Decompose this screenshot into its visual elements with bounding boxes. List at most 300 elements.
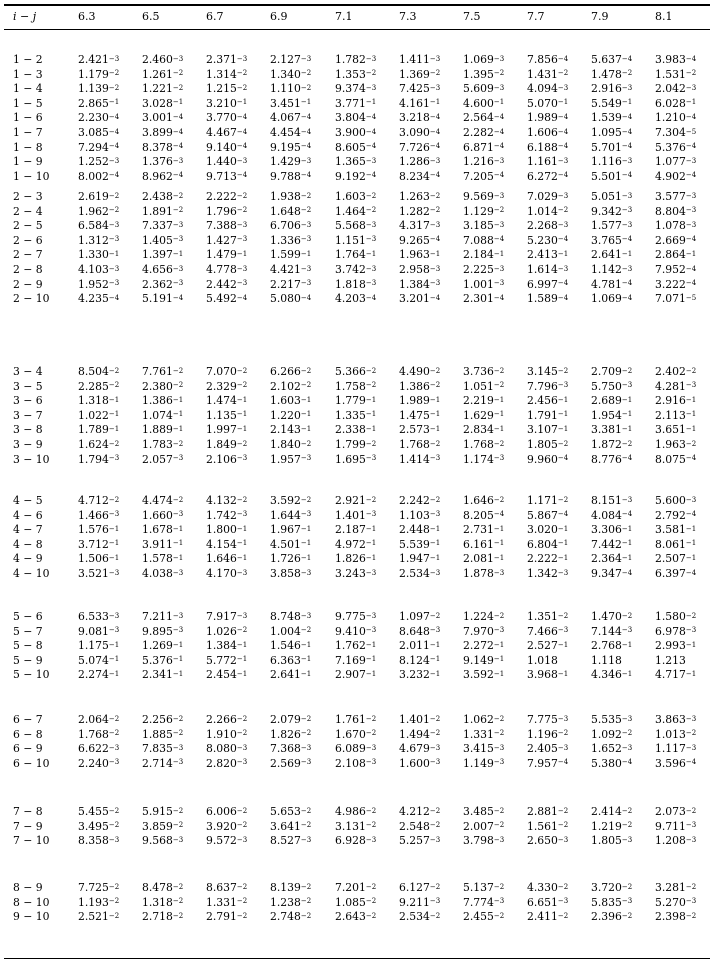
table-cell: $1.652^{-3}$ [591, 742, 633, 756]
table-cell: $3.415^{-3}$ [463, 742, 505, 756]
table-cell: $9.192^{-4}$ [335, 169, 377, 183]
table-cell: $1.365^{-3}$ [335, 155, 377, 169]
table-cell: $1.161^{-3}$ [527, 155, 569, 169]
row-label: 5 − 9 [13, 653, 43, 667]
row-label: 2 − 5 [13, 219, 43, 233]
table-cell: $1.286^{-3}$ [399, 155, 441, 169]
table-cell: $2.102^{-2}$ [270, 379, 312, 393]
row-label: 1 − 2 [13, 53, 43, 66]
table-cell: $1.648^{-2}$ [270, 204, 312, 218]
table-cell: $7.304^{-5}$ [655, 126, 697, 139]
table-cell: $3.804^{-4}$ [335, 111, 377, 125]
table-cell: $3.581^{-1}$ [655, 523, 697, 537]
table-cell: $1.401^{-2}$ [399, 713, 441, 726]
table-cell: $2.285^{-2}$ [78, 379, 120, 393]
table-cell: $2.916^{-3}$ [591, 82, 633, 96]
table-cell: $1.097^{-2}$ [399, 610, 441, 623]
table-cell: $1.577^{-3}$ [591, 219, 633, 233]
table-cell: $2.456^{-1}$ [527, 394, 569, 408]
table-cell: $1.335^{-1}$ [335, 408, 377, 422]
table-cell: $1.670^{-2}$ [335, 727, 377, 741]
table-cell: $3.131^{-2}$ [335, 819, 377, 833]
table-cell: $1.800^{-1}$ [206, 523, 248, 537]
table-cell: $1.238^{-2}$ [270, 895, 312, 909]
table-cell: $5.191^{-4}$ [142, 292, 184, 306]
table-cell: $6.272^{-4}$ [527, 169, 569, 183]
table-cell: $5.230^{-4}$ [527, 233, 569, 247]
row-label: 8 − 9 [13, 881, 43, 894]
table-cell: $8.139^{-2}$ [270, 881, 312, 894]
table-cell: $1.117^{-3}$ [655, 742, 697, 756]
table-cell: $2.256^{-2}$ [142, 713, 184, 726]
table-cell: $2.127^{-3}$ [270, 53, 312, 66]
table-cell: $2.714^{-3}$ [142, 756, 184, 770]
table-cell: $7.726^{-4}$ [399, 140, 441, 154]
table-cell: $1.475^{-1}$ [399, 408, 441, 422]
table-cell: $3.900^{-4}$ [335, 126, 377, 139]
table-cell: $3.983^{-4}$ [655, 53, 697, 66]
table-cell: $5.609^{-3}$ [463, 82, 505, 96]
table-cell: $1.092^{-2}$ [591, 727, 633, 741]
table-cell: $5.701^{-4}$ [591, 140, 633, 154]
table-cell: $5.366^{-2}$ [335, 365, 377, 378]
table-cell: $1.261^{-2}$ [142, 67, 184, 81]
table-cell: $4.501^{-1}$ [270, 537, 312, 551]
table-cell: $9.140^{-4}$ [206, 140, 248, 154]
table-cell: $3.222^{-4}$ [655, 277, 697, 291]
table-cell: $2.108^{-3}$ [335, 756, 377, 770]
table-cell: $1.414^{-3}$ [399, 452, 441, 466]
table-cell: $2.731^{-1}$ [463, 523, 505, 537]
table-cell: $1.962^{-2}$ [78, 204, 120, 218]
table-cell: $1.764^{-1}$ [335, 248, 377, 262]
table-cell: $1.989^{-1}$ [399, 394, 441, 408]
table-cell: $4.132^{-2}$ [206, 494, 248, 507]
table-cell: $4.474^{-2}$ [142, 494, 184, 507]
row-label: 9 − 10 [13, 910, 50, 923]
table-cell: $5.074^{-1}$ [78, 653, 120, 667]
table-cell: $1.464^{-2}$ [335, 204, 377, 218]
table-cell: $8.075^{-4}$ [655, 452, 697, 466]
header-temperature: 7.5 [463, 10, 481, 23]
table-cell: $2.573^{-1}$ [399, 423, 441, 437]
table-cell: $7.917^{-3}$ [206, 610, 248, 623]
table-cell: $1.479^{-1}$ [206, 248, 248, 262]
row-label: 6 − 9 [13, 742, 43, 756]
table-cell: $2.396^{-2}$ [591, 910, 633, 923]
table-cell: $4.154^{-1}$ [206, 537, 248, 551]
table-cell: $1.051^{-2}$ [463, 379, 505, 393]
row-label: 5 − 6 [13, 610, 43, 623]
table-cell: $2.718^{-2}$ [142, 910, 184, 923]
table-cell: $1.910^{-2}$ [206, 727, 248, 741]
table-cell: $5.653^{-2}$ [270, 805, 312, 818]
table-cell: $6.363^{-1}$ [270, 653, 312, 667]
row-label: 1 − 8 [13, 140, 43, 154]
row-label: 7 − 8 [13, 805, 43, 818]
table-cell: $2.266^{-2}$ [206, 713, 248, 726]
table-cell: 1.118 [591, 653, 622, 667]
table-cell: $1.216^{-3}$ [463, 155, 505, 169]
table-cell: $7.144^{-3}$ [591, 624, 633, 638]
top-rule [4, 4, 710, 6]
table-cell: $8.504^{-2}$ [78, 365, 120, 378]
table-cell: $1.997^{-1}$ [206, 423, 248, 437]
table-cell: $1.963^{-1}$ [399, 248, 441, 262]
table-cell: $1.768^{-2}$ [78, 727, 120, 741]
table-cell: $1.644^{-3}$ [270, 508, 312, 522]
table-cell: $2.219^{-1}$ [463, 394, 505, 408]
table-cell: 1.213 [655, 653, 686, 667]
table-cell: $9.960^{-4}$ [527, 452, 569, 466]
table-cell: $9.410^{-3}$ [335, 624, 377, 638]
table-cell: $4.161^{-1}$ [399, 96, 441, 110]
table-cell: $5.549^{-1}$ [591, 96, 633, 110]
table-cell: $2.042^{-3}$ [655, 82, 697, 96]
table-cell: $1.603^{-2}$ [335, 190, 377, 203]
table-cell: $1.215^{-2}$ [206, 82, 248, 96]
table-cell: $5.915^{-2}$ [142, 805, 184, 818]
table-cell: $2.881^{-2}$ [527, 805, 569, 818]
table-cell: $1.220^{-1}$ [270, 408, 312, 422]
table-cell: $1.578^{-1}$ [142, 552, 184, 566]
table-cell: $3.201^{-4}$ [399, 292, 441, 306]
table-cell: $1.004^{-2}$ [270, 624, 312, 638]
table-cell: $7.774^{-3}$ [463, 895, 505, 909]
table-cell: $7.071^{-5}$ [655, 292, 697, 306]
row-label: 5 − 8 [13, 639, 43, 653]
table-cell: $2.907^{-1}$ [335, 668, 377, 682]
table-cell: $7.425^{-3}$ [399, 82, 441, 96]
table-cell: $6.584^{-3}$ [78, 219, 120, 233]
table-cell: $1.783^{-2}$ [142, 438, 184, 451]
table-cell: $9.713^{-4}$ [206, 169, 248, 183]
table-cell: $1.624^{-2}$ [78, 438, 120, 451]
table-cell: $7.725^{-2}$ [78, 881, 120, 894]
table-cell: $7.211^{-3}$ [142, 610, 184, 623]
table-cell: $1.678^{-1}$ [142, 523, 184, 537]
table-cell: $1.947^{-1}$ [399, 552, 441, 566]
table-cell: $4.346^{-1}$ [591, 668, 633, 682]
table-cell: $5.070^{-1}$ [527, 96, 569, 110]
table-cell: $1.938^{-2}$ [270, 190, 312, 203]
table-cell: $2.619^{-2}$ [78, 190, 120, 203]
table-cell: $6.706^{-3}$ [270, 219, 312, 233]
table-cell: $8.061^{-1}$ [655, 537, 697, 551]
table-cell: $2.820^{-3}$ [206, 756, 248, 770]
table-cell: $2.011^{-1}$ [399, 639, 441, 653]
table-cell: $4.170^{-3}$ [206, 567, 248, 580]
table-cell: $2.106^{-3}$ [206, 452, 248, 466]
table-cell: $1.818^{-3}$ [335, 277, 377, 291]
table-cell: $9.149^{-1}$ [463, 653, 505, 667]
row-label: 5 − 7 [13, 624, 43, 638]
table-cell: $1.967^{-1}$ [270, 523, 312, 537]
row-label: 6 − 8 [13, 727, 43, 741]
table-cell: $6.978^{-3}$ [655, 624, 697, 638]
table-cell: $1.791^{-1}$ [527, 408, 569, 422]
table-cell: $4.235^{-4}$ [78, 292, 120, 306]
table-cell: $8.637^{-2}$ [206, 881, 248, 894]
table-cell: $1.603^{-1}$ [270, 394, 312, 408]
table-cell: $5.376^{-1}$ [142, 653, 184, 667]
table-cell: $2.564^{-4}$ [463, 111, 505, 125]
table-cell: $1.580^{-2}$ [655, 610, 697, 623]
table-cell: $2.916^{-1}$ [655, 394, 697, 408]
table-cell: $2.274^{-1}$ [78, 668, 120, 682]
table-cell: $2.448^{-1}$ [399, 523, 441, 537]
table-cell: $1.376^{-3}$ [142, 155, 184, 169]
table-cell: $5.137^{-2}$ [463, 881, 505, 894]
table-cell: $1.085^{-2}$ [335, 895, 377, 909]
row-label: 1 − 7 [13, 126, 43, 139]
header-rule [4, 29, 710, 30]
table-cell: $1.139^{-2}$ [78, 82, 120, 96]
table-cell: $8.605^{-4}$ [335, 140, 377, 154]
table-cell: $2.064^{-2}$ [78, 713, 120, 726]
table-cell: $9.081^{-3}$ [78, 624, 120, 638]
row-label: 1 − 10 [13, 169, 50, 183]
table-cell: $2.398^{-2}$ [655, 910, 697, 923]
table-cell: $7.205^{-4}$ [463, 169, 505, 183]
table-cell: $2.113^{-1}$ [655, 408, 697, 422]
table-cell: $3.712^{-1}$ [78, 537, 120, 551]
row-label: 7 − 10 [13, 834, 50, 848]
table-cell: $1.318^{-1}$ [78, 394, 120, 408]
table-cell: $3.742^{-3}$ [335, 263, 377, 276]
table-cell: $1.014^{-2}$ [527, 204, 569, 218]
table-cell: $4.317^{-3}$ [399, 219, 441, 233]
table-cell: $8.002^{-4}$ [78, 169, 120, 183]
table-cell: $7.169^{-1}$ [335, 653, 377, 667]
table-cell: $1.614^{-3}$ [527, 263, 569, 276]
table-cell: $1.022^{-1}$ [78, 408, 120, 422]
table-cell: $1.872^{-2}$ [591, 438, 633, 451]
table-cell: $2.455^{-2}$ [463, 910, 505, 923]
table-cell: $2.402^{-2}$ [655, 365, 697, 378]
table-cell: $2.460^{-3}$ [142, 53, 184, 66]
table-cell: $1.539^{-4}$ [591, 111, 633, 125]
table-cell: $2.413^{-1}$ [527, 248, 569, 262]
row-label: 4 − 10 [13, 567, 50, 580]
table-cell: $2.548^{-2}$ [399, 819, 441, 833]
table-cell: $6.161^{-1}$ [463, 537, 505, 551]
table-cell: $1.695^{-3}$ [335, 452, 377, 466]
table-cell: $4.203^{-4}$ [335, 292, 377, 306]
header-temperature: 7.9 [591, 10, 609, 23]
table-cell: $6.651^{-3}$ [527, 895, 569, 909]
row-label: 1 − 9 [13, 155, 43, 169]
table-cell: $1.219^{-2}$ [591, 819, 633, 833]
table-cell: $4.103^{-3}$ [78, 263, 120, 276]
table-cell: $2.272^{-1}$ [463, 639, 505, 653]
table-cell: $5.455^{-2}$ [78, 805, 120, 818]
table-cell: $2.709^{-2}$ [591, 365, 633, 378]
table-cell: $5.492^{-4}$ [206, 292, 248, 306]
table-cell: $2.143^{-1}$ [270, 423, 312, 437]
table-cell: $7.466^{-3}$ [527, 624, 569, 638]
table-cell: $2.079^{-2}$ [270, 713, 312, 726]
table-cell: $6.006^{-2}$ [206, 805, 248, 818]
table-cell: $1.789^{-1}$ [78, 423, 120, 437]
table-cell: $1.989^{-4}$ [527, 111, 569, 125]
table-cell: $5.501^{-4}$ [591, 169, 633, 183]
table-cell: $1.026^{-2}$ [206, 624, 248, 638]
table-cell: $1.826^{-2}$ [270, 727, 312, 741]
table-cell: $1.340^{-2}$ [270, 67, 312, 81]
table-cell: $4.717^{-1}$ [655, 668, 697, 682]
table-cell: $1.600^{-3}$ [399, 756, 441, 770]
table-cell: $8.234^{-4}$ [399, 169, 441, 183]
table-cell: $5.772^{-1}$ [206, 653, 248, 667]
table-cell: $5.376^{-4}$ [655, 140, 697, 154]
table-cell: $4.067^{-4}$ [270, 111, 312, 125]
table-cell: $1.001^{-3}$ [463, 277, 505, 291]
table-cell: $5.637^{-4}$ [591, 53, 633, 66]
table-cell: $1.629^{-1}$ [463, 408, 505, 422]
table-cell: $1.494^{-2}$ [399, 727, 441, 741]
table-cell: $1.427^{-3}$ [206, 233, 248, 247]
table-cell: $3.641^{-2}$ [270, 819, 312, 833]
header-temperature: 6.7 [206, 10, 224, 23]
table-cell: $2.527^{-1}$ [527, 639, 569, 653]
table-cell: $1.062^{-2}$ [463, 713, 505, 726]
table-cell: $8.378^{-4}$ [142, 140, 184, 154]
table-cell: $1.330^{-1}$ [78, 248, 120, 262]
table-cell: $1.478^{-2}$ [591, 67, 633, 81]
table-cell: $5.867^{-4}$ [527, 508, 569, 522]
table-cell: $6.127^{-2}$ [399, 881, 441, 894]
table-cell: $1.768^{-2}$ [399, 438, 441, 451]
table-cell: $1.606^{-4}$ [527, 126, 569, 139]
table-cell: $1.351^{-2}$ [527, 610, 569, 623]
table-cell: $8.776^{-4}$ [591, 452, 633, 466]
table-cell: $5.051^{-3}$ [591, 190, 633, 203]
table-cell: $1.589^{-4}$ [527, 292, 569, 306]
table-cell: $1.312^{-3}$ [78, 233, 120, 247]
table-cell: $7.388^{-3}$ [206, 219, 248, 233]
table-cell: $2.768^{-1}$ [591, 639, 633, 653]
table-cell: $1.179^{-2}$ [78, 67, 120, 81]
table-cell: $9.347^{-4}$ [591, 567, 633, 580]
table-cell: $5.080^{-4}$ [270, 292, 312, 306]
table-cell: $1.353^{-2}$ [335, 67, 377, 81]
table-cell: $4.038^{-3}$ [142, 567, 184, 580]
table-cell: $2.329^{-2}$ [206, 379, 248, 393]
table-cell: $1.151^{-3}$ [335, 233, 377, 247]
table-cell: $3.736^{-2}$ [463, 365, 505, 378]
table-cell: $4.490^{-2}$ [399, 365, 441, 378]
table-cell: $2.521^{-2}$ [78, 910, 120, 923]
table-cell: $4.712^{-2}$ [78, 494, 120, 507]
table-cell: $1.646^{-2}$ [463, 494, 505, 507]
table-cell: $7.796^{-3}$ [527, 379, 569, 393]
table-cell: $3.001^{-4}$ [142, 111, 184, 125]
table-cell: $9.775^{-3}$ [335, 610, 377, 623]
table-cell: $7.029^{-3}$ [527, 190, 569, 203]
table-cell: $1.331^{-2}$ [463, 727, 505, 741]
table-cell: $1.221^{-2}$ [142, 82, 184, 96]
table-cell: $1.074^{-1}$ [142, 408, 184, 422]
table-cell: $1.411^{-3}$ [399, 53, 441, 66]
header-temperature: 6.3 [78, 10, 96, 23]
table-cell: $4.656^{-3}$ [142, 263, 184, 276]
table-cell: $1.885^{-2}$ [142, 727, 184, 741]
row-label: 3 − 9 [13, 438, 43, 451]
table-cell: $9.195^{-4}$ [270, 140, 312, 154]
table-cell: $4.600^{-1}$ [463, 96, 505, 110]
table-cell: $1.269^{-1}$ [142, 639, 184, 653]
table-cell: $2.414^{-2}$ [591, 805, 633, 818]
table-cell: $6.397^{-4}$ [655, 567, 697, 580]
table-cell: $9.572^{-3}$ [206, 834, 248, 848]
table-cell: $3.451^{-1}$ [270, 96, 312, 110]
table-cell: $2.958^{-3}$ [399, 263, 441, 276]
table-cell: $6.997^{-4}$ [527, 277, 569, 291]
table-cell: $1.210^{-4}$ [655, 111, 697, 125]
table-cell: $6.928^{-3}$ [335, 834, 377, 848]
table-cell: $5.750^{-3}$ [591, 379, 633, 393]
table-cell: $1.110^{-2}$ [270, 82, 312, 96]
table-cell: $6.622^{-3}$ [78, 742, 120, 756]
table-cell: $2.791^{-2}$ [206, 910, 248, 923]
table-cell: $1.431^{-2}$ [527, 67, 569, 81]
table-cell: $1.878^{-3}$ [463, 567, 505, 580]
table-cell: $2.454^{-1}$ [206, 668, 248, 682]
table-cell: $3.596^{-4}$ [655, 756, 697, 770]
table-cell: $2.641^{-1}$ [270, 668, 312, 682]
table-cell: $4.330^{-2}$ [527, 881, 569, 894]
header-temperature: 6.9 [270, 10, 288, 23]
table-cell: $2.405^{-3}$ [527, 742, 569, 756]
table-cell: $1.805^{-3}$ [591, 834, 633, 848]
table-cell: $1.506^{-1}$ [78, 552, 120, 566]
header-temperature: 8.1 [655, 10, 673, 23]
table-cell: $3.090^{-4}$ [399, 126, 441, 139]
table-cell: $1.386^{-1}$ [142, 394, 184, 408]
table-cell: $1.849^{-2}$ [206, 438, 248, 451]
table-cell: $3.306^{-1}$ [591, 523, 633, 537]
table-cell: $3.243^{-3}$ [335, 567, 377, 580]
table-cell: $2.222^{-1}$ [527, 552, 569, 566]
table-cell: $3.968^{-1}$ [527, 668, 569, 682]
row-label: 2 − 3 [13, 190, 43, 203]
table-cell: $6.089^{-3}$ [335, 742, 377, 756]
row-label: 3 − 5 [13, 379, 43, 393]
table-cell: $2.421^{-3}$ [78, 53, 120, 66]
table-cell: $3.720^{-2}$ [591, 881, 633, 894]
table-cell: $5.270^{-3}$ [655, 895, 697, 909]
table-cell: $2.792^{-4}$ [655, 508, 697, 522]
table-cell: $1.252^{-3}$ [78, 155, 120, 169]
table-cell: $3.085^{-4}$ [78, 126, 120, 139]
table-cell: $4.986^{-2}$ [335, 805, 377, 818]
table-cell: $7.442^{-1}$ [591, 537, 633, 551]
table-cell: $2.865^{-1}$ [78, 96, 120, 110]
table-cell: $4.778^{-3}$ [206, 263, 248, 276]
table-cell: $2.534^{-3}$ [399, 567, 441, 580]
table-cell: $2.993^{-1}$ [655, 639, 697, 653]
table-cell: $1.762^{-1}$ [335, 639, 377, 653]
table-cell: $1.174^{-3}$ [463, 452, 505, 466]
table-cell: $5.257^{-3}$ [399, 834, 441, 848]
table-cell: $3.899^{-4}$ [142, 126, 184, 139]
table-cell: $7.088^{-4}$ [463, 233, 505, 247]
table-cell: $1.384^{-1}$ [206, 639, 248, 653]
table-cell: $8.962^{-4}$ [142, 169, 184, 183]
table-cell: $1.891^{-2}$ [142, 204, 184, 218]
table-cell: $3.592^{-2}$ [270, 494, 312, 507]
